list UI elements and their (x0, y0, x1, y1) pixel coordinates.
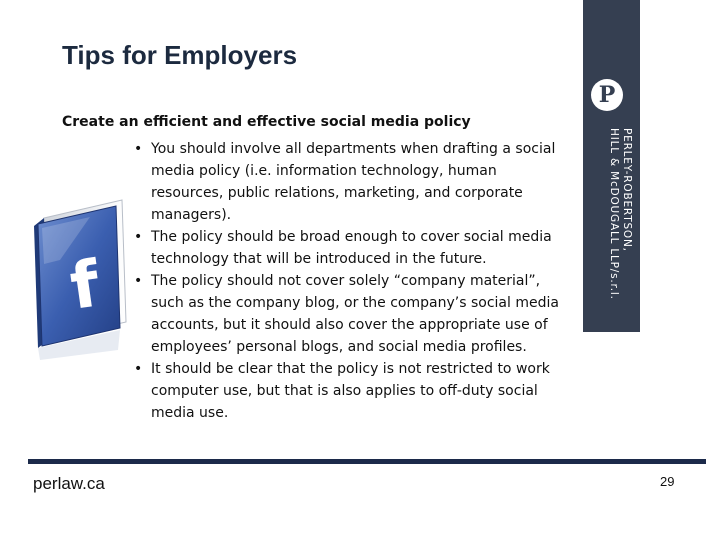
bullet-item: • The policy should be broad enough to cover social media technology that will be introduced in the future. (130, 226, 562, 270)
facebook-glyph: f (65, 247, 104, 325)
bullet-item: • You should involve all departments when drafting a social media policy (i.e. information technology, human resources, public relations, marketing, and corporate managers). (130, 138, 562, 226)
footer-url[interactable]: perlaw.ca (33, 474, 105, 493)
firm-logo-icon: P (591, 79, 623, 111)
firm-name (593, 128, 633, 298)
facebook-book-icon (30, 190, 130, 360)
page-number: 29 (660, 474, 675, 489)
slide-title: Tips for Employers (62, 40, 298, 70)
bullet-item: • The policy should not cover solely “company material”, such as the company blog, or the company’s social media accounts, but it should also cover the appropriate use of employees’ personal blogs, and social media profiles. (130, 270, 562, 358)
footer-rule (28, 459, 706, 464)
brand-panel (583, 0, 640, 332)
slide-subtitle: Create an efficient and effective social media policy (62, 114, 471, 130)
firm-name-line-1: PERLEY-ROBERTSON, (621, 128, 633, 252)
bullet-item: • It should be clear that the policy is not restricted to work computer use, but that is also applies to off-duty social media use. (130, 358, 562, 424)
bullet-list (130, 138, 562, 424)
firm-name-line-2: HILL & McDOUGALL LLP/s.r.l. (608, 128, 620, 300)
